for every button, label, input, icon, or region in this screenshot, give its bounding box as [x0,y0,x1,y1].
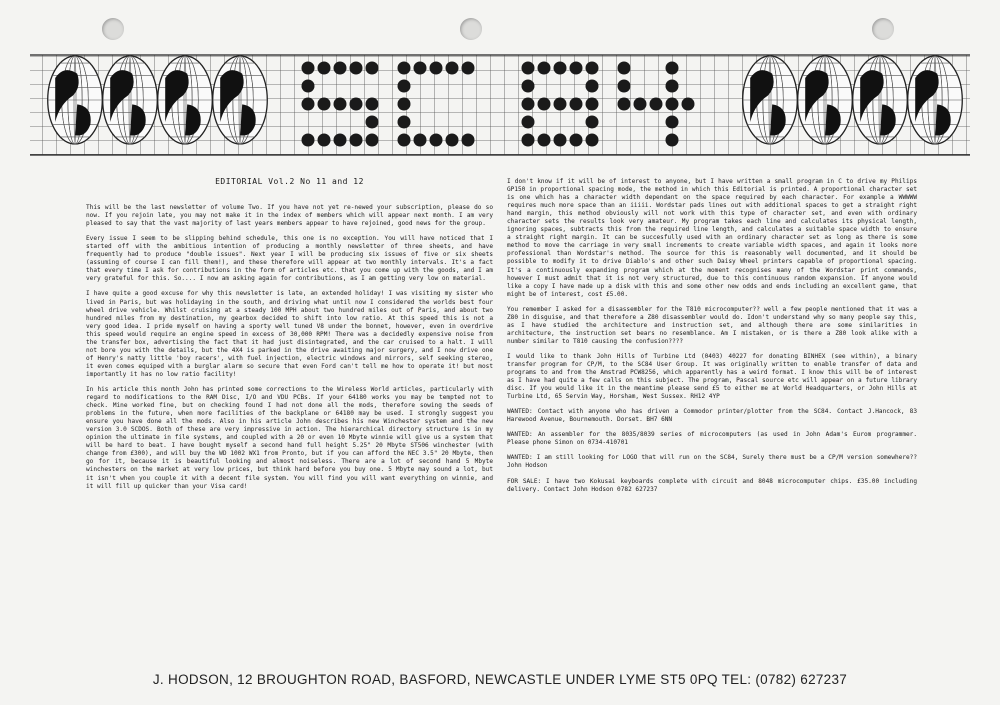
logo-dot [538,98,551,111]
logo-dot [522,80,535,93]
editorial-title: EDITORIAL Vol.2 No 11 and 12 [215,177,364,186]
logo-dot [430,134,443,147]
binder-hole [872,18,894,40]
logo-dot [682,98,695,111]
editorial-paragraph: In his article this month John has printed some corrections to the Wireless World articles, particularly with regard to modifications to the RAM Disc, I/O and VDU PCBs. If your 64180 works you may be tempted not to check. Mine worked fine, but on checking found I had not done all the mods, therefore sowing the seeds of problems in the future, when more facilities of the backplane or 64180 may be used. I strongly suggest you ensure you have done all the mods. Also in his article John describes his new Winchester system and the new version 3.0 SCDOS. Both of these are very impressive in action. The hierarchical directory structure is in my opinion the ultimate in file systems, and coupled with a 20 or even 10 Mbyte winnie will give us a system that will be hard to beat. I have bought myself a second hand full height 5.25" 20 Mbyte ST506 winchester (with change from £300), and will buy the WD 1002 WX1 from Pronto, but if you can afford the NEC 3.5" 20 Mbyte, then go for it, because it is beautiful looking and almost noiseless. There are a lot of second hand 5 Mbyte winchesters on the market at very low prices, but think hard before you buy one. 5 Mbyte may sound a lot, but it isn't when you couple it with a decent file system. You will find you will want everything on winnie, and it will fill up quicker than your Visa card! [86,385,493,490]
logo-dot [302,98,315,111]
editorial-right-column [507,178,917,501]
logo-dot [538,62,551,75]
logo-dot [586,80,599,93]
logo-dot [334,98,347,111]
logo-dot [522,98,535,111]
logo-dot [666,116,679,129]
logo-dot [522,62,535,75]
logo-dot [318,62,331,75]
logo-dot [554,62,567,75]
logo-dot [302,62,315,75]
editorial-paragraph: This will be the last newsletter of volume Two. If you have not yet re-newed your subscription, please do so now. If you rejoin late, you may not make it in the index of members which will appear next month. I am very pleased to say that the vast majority of last years members appear to have rejoined, good news for the group. [86,204,493,228]
logo-dot [666,62,679,75]
logo-dot [554,98,567,111]
world-globe-icon [798,56,853,144]
logo-dot [586,98,599,111]
logo-dot [650,98,663,111]
logo-dot [366,98,379,111]
logo-dot [570,62,583,75]
logo-dot [446,134,459,147]
world-globe-icon [213,56,268,144]
binder-hole [460,18,482,40]
editorial-paragraph: You remember I asked for a disassembler for the T810 microcomputer?? well a few people mentioned that it was a Z80 in disguise, and that therefore a Z80 disassembler would do. Idon't understand why so many people say this, as I have studied the architecture and instruction set, and although there are some similarities in architecture, the instruction set bears no resemblance. Am I mistaken, or is there a Z80 look alike with a number similar to T810 causing the confusion???? [507,305,917,345]
logo-dot [318,98,331,111]
footer-address: J. HODSON, 12 BROUGHTON ROAD, BASFORD, NEWCASTLE UNDER LYME ST5 0PQ TEL: (0782) 627237 [152,672,848,687]
wanted-notice: WANTED: An assembler for the 8035/8039 series of microcomputers (as used in John Adam's Eurom programmer. Please phone Simon on 0734-410701 [507,431,917,447]
logo-dot [666,98,679,111]
logo-dot [522,134,535,147]
logo-dot [462,134,475,147]
logo-dot [302,134,315,147]
logo-dot [350,98,363,111]
logo-dot [618,62,631,75]
editorial-paragraph: Every issue I seem to be slipping behind schedule, this one is no exception. You will have noticed that I started off with the ambitious intention of producing a monthly newsletter of three sheets, and have frequently had to produce "double issues". Next year I will be producing six issues of five or six sheets (assuming of course I can fill them!), and these therefore will appear at two monthly intervals. It's a fact that every time I ask for contributions in the form of articles etc. that you come up with the goods, and I am very grateful for this. So.... I now am asking again for contributions, as I am getting very low on material. [86,235,493,283]
logo-dot [462,62,475,75]
logo-dot [414,134,427,147]
logo-dot [666,80,679,93]
logo-dot [366,62,379,75]
logo-dot [538,134,551,147]
logo-dot [398,62,411,75]
world-globe-icon [103,56,158,144]
world-globe-icon [743,56,798,144]
logo-dot [398,98,411,111]
world-globe-icon [158,56,213,144]
logo-dot [586,62,599,75]
logo-dot [586,116,599,129]
logo-dot [446,62,459,75]
world-globe-icon [853,56,908,144]
logo-dot [334,62,347,75]
editorial-paragraph: I have quite a good excuse for why this newsletter is late, an extended holiday! I was visiting my sister who lived in Paris, but was holidaying in the south, and driving what until now I considered the worlds best four wheel drive vehicle. Whilst cruising at a steady 100 MPH about two hundred miles out of Paris, and about two hundred miles from my destination, my gearbox decided to shift into low ratio. At this speed this is not a very good idea. I pride myself on having a sporty well tuned V8 under the bonnet, however, even in overdrive this speed would require an engine speed in excess of 30,000 RPM! There was a decidedly expensive noise from the transfer box, advertising the fact that it had just disintegrated, and the car cruised to a halt. I will not bore you with the details, but the 4X4 is parked in the drive awaiting major surgery, and I now drive one of Henry's natty little 'boy racers', with fuel injection, electric windows and mirrors, self seeking stereo, it even comes equiped with a burglar alarm so secure that even Ford can't tell me how to operate it! but most importantly it has no low ratio facility! [86,290,493,378]
logo-dot [570,98,583,111]
logo-dot [586,134,599,147]
world-globe-icon [908,56,963,144]
logo-dot [334,134,347,147]
logo-dot [570,134,583,147]
logo-dot [666,134,679,147]
logo-dot [554,134,567,147]
binder-hole [102,18,124,40]
logo-dot [398,80,411,93]
logo-dot [414,62,427,75]
logo-dot [398,134,411,147]
editorial-paragraph: I don't know if it will be of interest to anyone, but I have written a small program in C to drive my Philips GP150 in proportional spacing mode, the method in which this Editorial is printed. A proportional character set is one which has a character width dependant on the space required by each character. For example a WWWWW requires much more space than an iiiii. Wordstar pads lines out with additional spaces to get a straight right hand margin, this method obviously will not work with this type of character set, and even with ordinary character sets the results look very amateur. My program takes each line and calculates its physical length, ignoring spaces, subtracts this from the required line length, and calculates a suitable space width to ensure a straight right margin. It can be succesfully used with an ordinary character set as long as there is some method to move the carriage in very small increments to create variable width spaces, and again it looks more professional than Wordstar's method. The source for this is reasonably well documented, and it should be possible to modify it to drive Diablo's and other such Daisy Wheel printers capable of proportional spacing. It's a continuously expanding program which at the moment recognises many of the Wordstar print commands, however I must admit that it is not very structured, due to this continuous random expansion. If anyone would like a copy I have made up a disk with this and some other new odds and ends including an excellent game, that might be of interest, cost £5.00. [507,178,917,298]
logo-dot [366,116,379,129]
logo-dot [634,98,647,111]
wanted-notice: WANTED: I am still looking for LOGO that will run on the SC84, Surely there must be a CP/M version somewhere?? John Hodson [507,454,917,470]
logo-dot [318,134,331,147]
logo-dot [430,62,443,75]
logo-dot [350,62,363,75]
for-sale-notice: FOR SALE: I have two Kokusai keyboards complete with circuit and 8048 microcomputer chips. £35.00 including delivery. Contact John Hodson 0782 627237 [507,477,917,493]
masthead-banner [0,0,1000,170]
logo-dot [522,116,535,129]
wanted-notice: WANTED: Contact with anyone who has driven a Commodor printer/plotter from the SC84. Contact J.Hancock, 83 Harewood Avenue, Bournemouth. Dorset. BH7 6NN [507,408,917,424]
editorial-left-column [86,178,493,498]
logo-dot [302,80,315,93]
logo-dot [618,80,631,93]
logo-dot [366,134,379,147]
editorial-paragraph: I would like to thank John Hills of Turbine Ltd (0403) 40227 for donating BINHEX (see within), a binary transfer program for CP/M, to the SC84 User Group. It was originally written to enable transfer of data and programs to and from the Amstrad PCW8256, which apparently has a weird format. I know this will be of interest as I have had quite a few calls on this subject. The program, Pascal source etc will appear on a future library disc. If you would like it in the meantime please send £5 to either me at World Headquarters, or John Hills at Turbine Ltd, 65 Servin Way, Horsham, West Sussex. RH12 4YP [507,352,917,401]
logo-dot [398,116,411,129]
logo-dot [618,98,631,111]
logo-dot [350,134,363,147]
world-globe-icon [48,56,103,144]
